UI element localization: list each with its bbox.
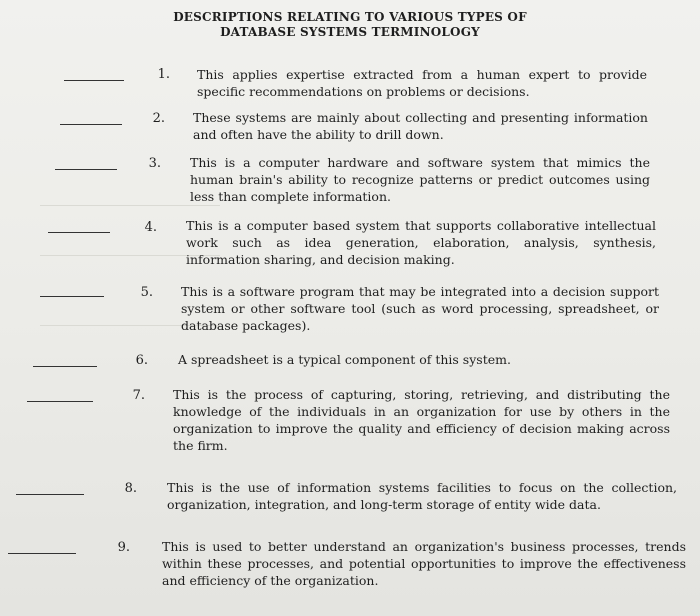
- item-text-2: These systems are mainly about collecting and presenting information and often have the ability to drill down.: [193, 110, 648, 142]
- item-number-2: 2.: [152, 111, 165, 126]
- item-text-1: This applies expertise extracted from a human expert to provide specific recommendations on problems or decisions.: [197, 67, 647, 99]
- answer-blank-3[interactable]: [55, 169, 117, 170]
- item-text-3: This is a computer hardware and software system that mimics the human brain's ability to recognize patterns or predict outcomes using less than complete information.: [190, 155, 650, 204]
- answer-blank-8[interactable]: [16, 494, 84, 495]
- item-text-8: This is the use of information systems facilities to focus on the collection, organization, integration, and long-term storage of entity wide data.: [167, 480, 677, 512]
- answer-blank-7[interactable]: [27, 401, 93, 402]
- item-number-8: 8.: [124, 481, 137, 496]
- item-text-5: This is a software program that may be integrated into a decision support system or other software tool (such as word processing, spreadsheet, or database packages).: [181, 284, 659, 333]
- answer-blank-6[interactable]: [33, 366, 97, 367]
- answer-blank-5[interactable]: [40, 296, 104, 297]
- item-number-7: 7.: [132, 388, 145, 403]
- answer-blank-1[interactable]: [64, 80, 124, 81]
- title-line-1: DESCRIPTIONS RELATING TO VARIOUS TYPES OF: [173, 10, 527, 24]
- item-text-9: This is used to better understand an organization's business processes, trends within these processes, and potential opportunities to improve the effectiveness and efficiency of the organization.: [162, 539, 686, 588]
- item-number-1: 1.: [157, 67, 170, 82]
- item-number-3: 3.: [148, 156, 161, 171]
- item-number-4: 4.: [144, 220, 157, 235]
- item-number-6: 6.: [135, 353, 148, 368]
- answer-blank-4[interactable]: [48, 232, 110, 233]
- item-text-7: This is the process of capturing, storing, retrieving, and distributing the knowledge of the individuals in an organization for use by others in the organization to improve the quality and efficiency of decision making across the firm.: [173, 387, 670, 453]
- item-number-5: 5.: [140, 285, 153, 300]
- bleed-through-line: [40, 205, 220, 206]
- item-number-9: 9.: [117, 540, 130, 555]
- item-text-6: A spreadsheet is a typical component of this system.: [178, 352, 511, 367]
- title-line-2: DATABASE SYSTEMS TERMINOLOGY: [220, 25, 480, 39]
- item-text-4: This is a computer based system that supports collaborative intellectual work such as idea generation, elaboration, analysis, synthesis, information sharing, and decision making.: [186, 218, 656, 267]
- answer-blank-9[interactable]: [8, 553, 76, 554]
- answer-blank-2[interactable]: [60, 124, 122, 125]
- page-title: [160, 10, 540, 40]
